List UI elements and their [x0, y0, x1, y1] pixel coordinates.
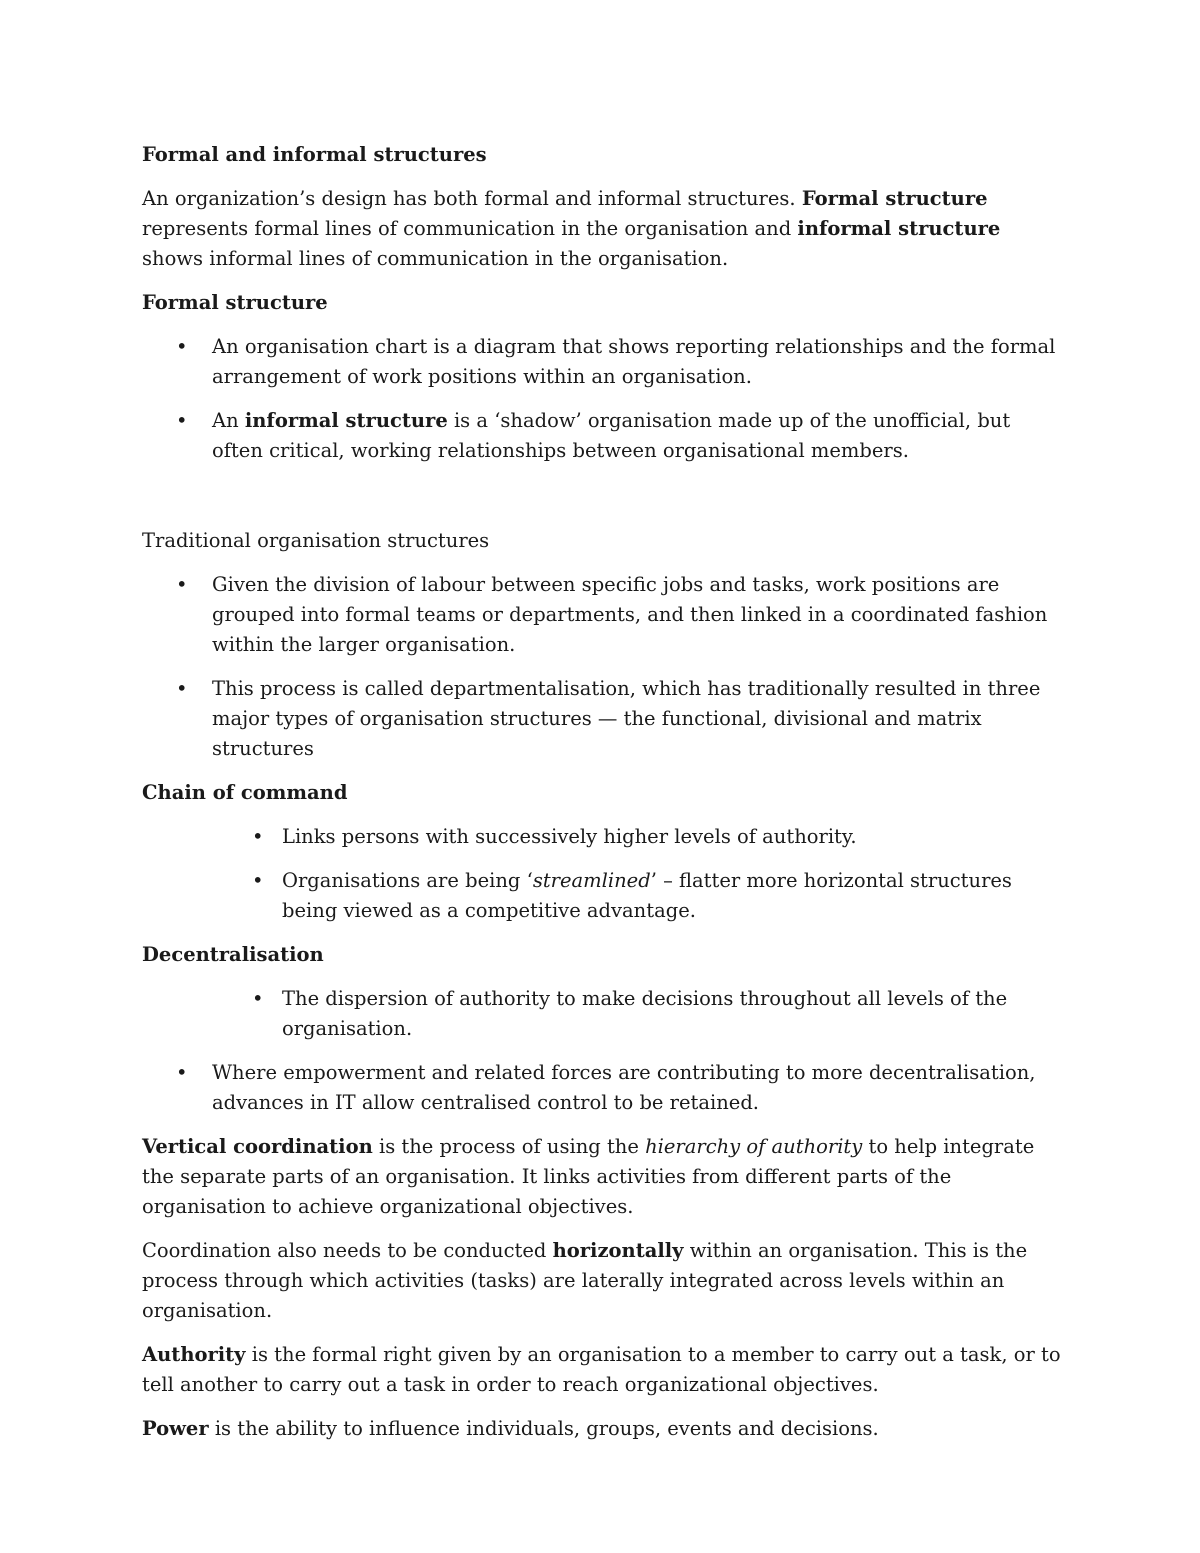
intro-text-2: represents formal lines of communication in the organisation and	[142, 217, 798, 240]
power-bold: Power	[142, 1417, 209, 1440]
bullet-icon: •	[252, 987, 264, 1010]
list-item-bold: informal structure	[244, 409, 448, 432]
intro-text-3: shows informal lines of communication in the organisation.	[142, 247, 729, 270]
traditional-structures-list	[142, 570, 1062, 764]
bullet-icon: •	[176, 677, 188, 700]
list-item	[142, 332, 1062, 392]
list-item-text: The dispersion of authority to make decisions throughout all levels of the organisation.	[282, 987, 1008, 1040]
formal-structure-heading: Formal structure	[142, 291, 328, 314]
list-item-italic: streamlined	[532, 869, 651, 892]
horizontal-text-2: within an organisation. This is the process through which activities (tasks) are laterally integrated across levels within an organisation.	[142, 1239, 1028, 1322]
chain-of-command-list	[142, 822, 1062, 926]
power-text: is the ability to influence individuals, groups, events and decisions.	[208, 1417, 879, 1440]
horizontal-bold: horizontally	[552, 1239, 684, 1262]
bullet-icon: •	[176, 335, 188, 358]
page-title: Formal and informal structures	[142, 143, 487, 166]
list-item-text: Links persons with successively higher levels of authority.	[282, 825, 857, 848]
authority-paragraph	[142, 1340, 1062, 1400]
vertical-text-2: to help integrate the separate parts of an organisation. It links activities from different parts of the organisation to achieve organizational objectives.	[142, 1135, 1035, 1218]
authority-text: is the formal right given by an organisation to a member to carry out a task, or to tell another to carry out a task in order to reach organizational objectives.	[142, 1343, 1061, 1396]
formal-structure-list	[142, 332, 1062, 466]
traditional-structures-heading: Traditional organisation structures	[142, 529, 490, 552]
empowerment-list	[142, 1058, 1062, 1118]
intro-paragraph	[142, 184, 1062, 274]
document-page	[142, 140, 1062, 1458]
list-item-text-1: Organisations are being ‘	[282, 869, 533, 892]
intro-text-1: An organization’s design has both formal and informal structures.	[142, 187, 802, 210]
bullet-icon: •	[176, 409, 188, 432]
bullet-icon: •	[252, 825, 264, 848]
authority-bold: Authority	[142, 1343, 246, 1366]
intro-bold-formal: Formal structure	[801, 187, 988, 210]
bullet-icon: •	[176, 1061, 188, 1084]
decentralisation-list	[142, 984, 1062, 1044]
list-item-text: Given the division of labour between specific jobs and tasks, work positions are grouped into formal teams or departments, and then linked in a coordinated fashion within the larger organisation.	[212, 573, 1048, 656]
list-item-text: This process is called departmentalisation, which has traditionally resulted in three major types of organisation structures — the functional, divisional and matrix structures	[212, 677, 1041, 760]
chain-of-command-heading: Chain of command	[142, 781, 348, 804]
vertical-text-1: is the process of using the	[372, 1135, 646, 1158]
list-item-text-1: An	[212, 409, 245, 432]
list-item	[142, 866, 1062, 926]
list-item-text-2: ’ – flatter more horizontal structures being viewed as a competitive advantage.	[282, 869, 1012, 922]
list-item	[142, 984, 1062, 1044]
list-item	[142, 570, 1062, 660]
horizontal-coordination-paragraph	[142, 1236, 1062, 1326]
list-item	[142, 822, 1062, 852]
list-item-text-2: is a ‘shadow’ organisation made up of the unofficial, but often critical, working relationships between organisational members.	[212, 409, 1011, 462]
section-spacer	[142, 480, 1062, 526]
horizontal-text-1: Coordination also needs to be conducted	[142, 1239, 553, 1262]
bullet-icon: •	[252, 869, 264, 892]
vertical-italic: hierarchy of authority	[645, 1135, 863, 1158]
power-paragraph	[142, 1414, 1062, 1444]
list-item	[142, 674, 1062, 764]
bullet-icon: •	[176, 573, 188, 596]
list-item	[142, 1058, 1062, 1118]
list-item	[142, 406, 1062, 466]
vertical-coordination-paragraph	[142, 1132, 1062, 1222]
intro-bold-informal: informal structure	[797, 217, 1001, 240]
vertical-bold: Vertical coordination	[142, 1135, 373, 1158]
list-item-text: An organisation chart is a diagram that shows reporting relationships and the formal arrangement of work positions within an organisation.	[212, 335, 1056, 388]
list-item-text: Where empowerment and related forces are contributing to more decentralisation, advances in IT allow centralised control to be retained.	[212, 1061, 1036, 1114]
decentralisation-heading: Decentralisation	[142, 943, 324, 966]
